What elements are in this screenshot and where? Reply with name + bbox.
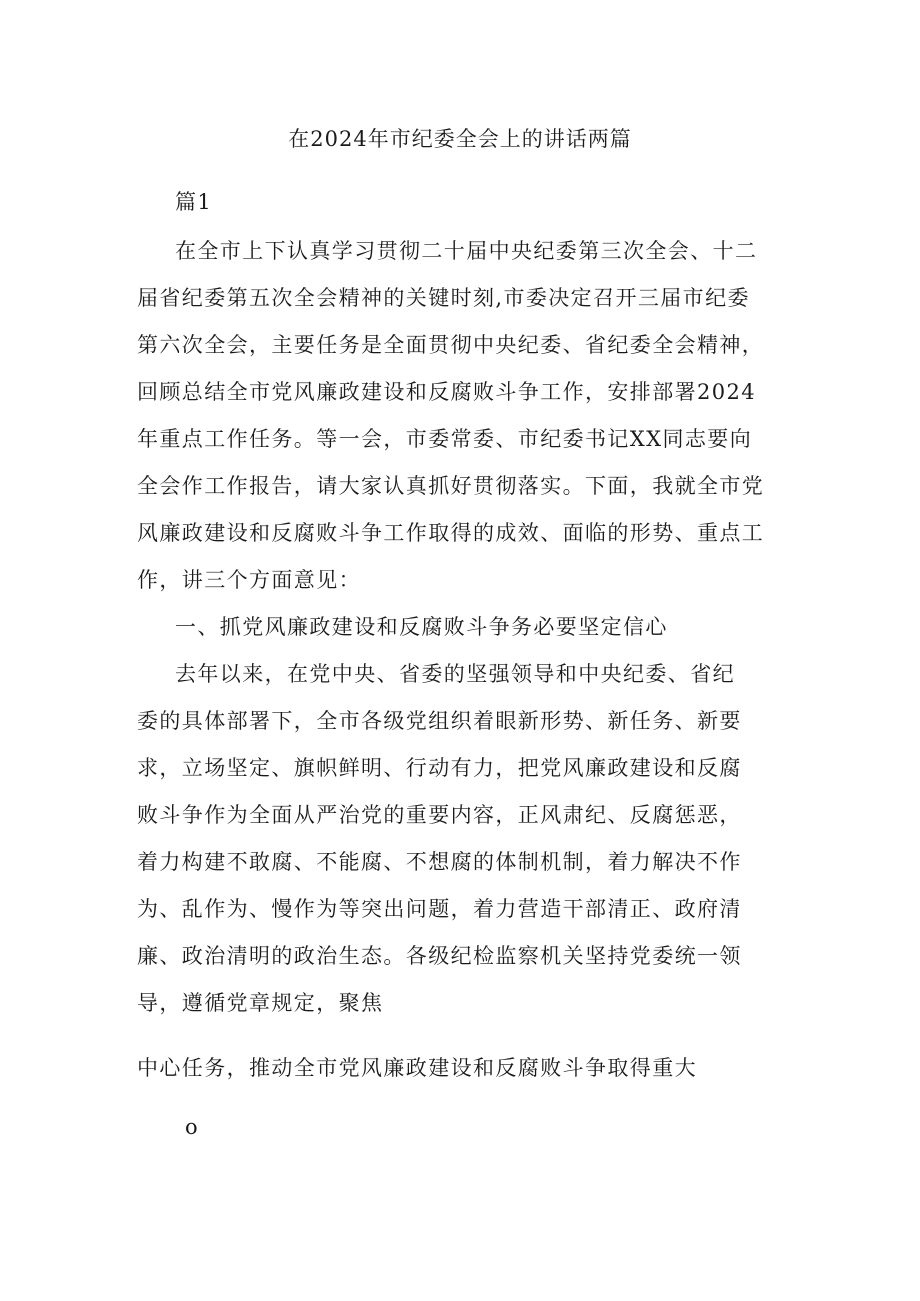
paragraph-1-line: 年重点工作任务。等一会，市委常委、市纪委书记XX同志要向 — [137, 427, 753, 451]
paragraph-2-line: 委的具体部署下，全市各级党组织着眼新形势、新任务、新要 — [137, 709, 742, 733]
paragraph-2-line: 着力构建不敢腐、不能腐、不想腐的体制机制，着力解决不作 — [137, 850, 742, 874]
paragraph-1-line: 届省纪委第五次全会精神的关键时刻,市委决定召开三届市纪委 — [137, 286, 750, 310]
paragraph-1-line: 第六次全会，主要任务是全面贯彻中央纪委、省纪委全会精神， — [137, 333, 765, 357]
paragraph-1-line: 作，讲三个方面意见： — [137, 568, 361, 592]
paragraph-1-line: 风廉政建设和反腐败斗争工作取得的成效、面临的形势、重点工 — [137, 521, 765, 545]
document-title: 在2024年市纪委全会上的讲话两篇 — [288, 127, 632, 151]
section-label: 篇1 — [175, 190, 213, 214]
paragraph-1-line: 全会作工作报告，请大家认真抓好贯彻落实。下面，我就全市党 — [137, 474, 765, 498]
paragraph-2-line: 败斗争作为全面从严治党的重要内容，正风肃纪、反腐惩恶， — [137, 803, 742, 827]
paragraph-3-line: 中心任务，推动全市党风廉政建设和反腐败斗争取得重大 — [137, 1056, 697, 1080]
trailing-mark: o — [185, 1115, 200, 1139]
paragraph-1-line: 在全市上下认真学习贯彻二十届中央纪委第三次全会、十二 — [175, 239, 758, 263]
section-heading: 一、抓党风廉政建设和反腐败斗争务必要坚定信心 — [175, 615, 668, 639]
paragraph-2-line: 求，立场坚定、旗帜鲜明、行动有力，把党风廉政建设和反腐 — [137, 756, 742, 780]
paragraph-2-line: 为、乱作为、慢作为等突出问题，着力营造干部清正、政府清 — [137, 897, 742, 921]
paragraph-1-line: 回顾总结全市党风廉政建设和反腐败斗争工作，安排部署2024 — [137, 380, 757, 404]
paragraph-2-line: 导，遵循党章规定，聚焦 — [137, 991, 384, 1015]
paragraph-2-line: 廉、政治清明的政治生态。各级纪检监察机关坚持党委统一领 — [137, 944, 742, 968]
paragraph-2-line: 去年以来，在党中央、省委的坚强领导和中央纪委、省纪 — [175, 662, 735, 686]
